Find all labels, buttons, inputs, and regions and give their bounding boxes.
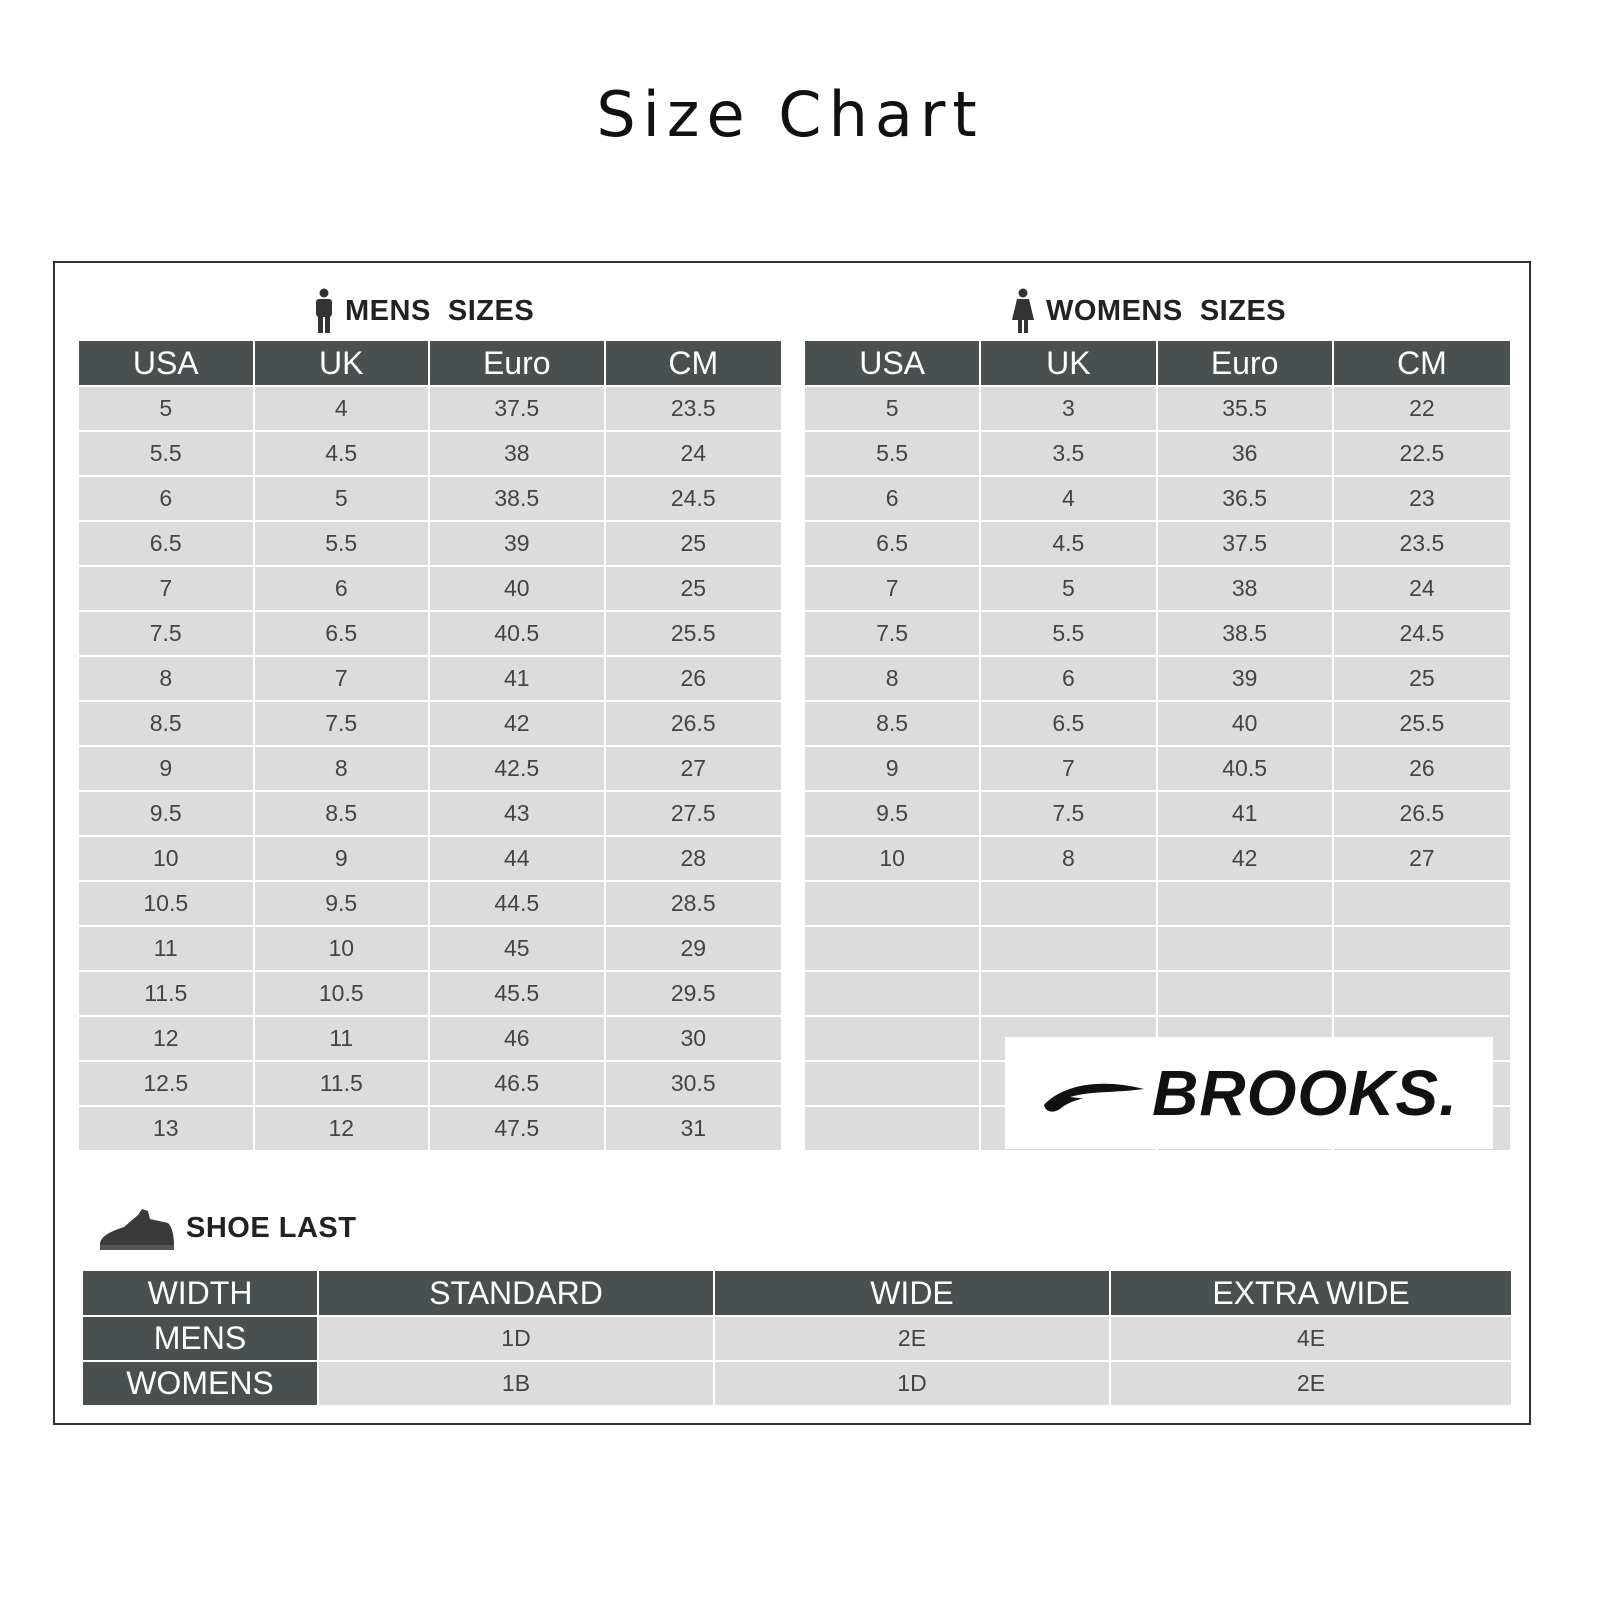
table-cell: 41 <box>1158 790 1334 835</box>
table-cell: 12 <box>79 1015 255 1060</box>
table-cell: 46.5 <box>430 1060 606 1105</box>
table-row <box>805 970 1510 1015</box>
table-cell: 35.5 <box>1158 385 1334 430</box>
table-cell: 42 <box>430 700 606 745</box>
table-cell: 36 <box>1158 430 1334 475</box>
table-cell: 13 <box>79 1105 255 1150</box>
table-cell: 1D <box>715 1360 1111 1405</box>
table-cell: 9 <box>805 745 981 790</box>
table-row <box>79 835 781 880</box>
table-cell: 5 <box>79 385 255 430</box>
table-cell: 28 <box>606 835 782 880</box>
table-cell: 25.5 <box>1334 700 1510 745</box>
table-cell: 44.5 <box>430 880 606 925</box>
womens-col-usa: USA <box>805 341 981 385</box>
table-cell: 6 <box>805 475 981 520</box>
table-cell: 10 <box>255 925 431 970</box>
table-cell: 12.5 <box>79 1060 255 1105</box>
table-cell <box>805 880 981 925</box>
table-row <box>79 790 781 835</box>
table-cell: 31 <box>606 1105 782 1150</box>
table-row <box>79 520 781 565</box>
table-row <box>79 430 781 475</box>
table-cell: 45 <box>430 925 606 970</box>
table-cell: 5.5 <box>805 430 981 475</box>
table-row <box>805 430 1510 475</box>
man-icon <box>313 288 335 334</box>
table-cell: 39 <box>1158 655 1334 700</box>
table-cell: 9.5 <box>805 790 981 835</box>
table-cell: 38 <box>430 430 606 475</box>
table-cell: 6.5 <box>255 610 431 655</box>
table-cell: 24.5 <box>1334 610 1510 655</box>
table-row <box>79 970 781 1015</box>
table-cell: 8 <box>79 655 255 700</box>
col-wide: WIDE <box>715 1271 1111 1315</box>
table-cell: 37.5 <box>1158 520 1334 565</box>
table-cell: 36.5 <box>1158 475 1334 520</box>
table-cell: 29 <box>606 925 782 970</box>
table-cell: 42.5 <box>430 745 606 790</box>
table-cell: 47.5 <box>430 1105 606 1150</box>
table-row <box>79 925 781 970</box>
table-cell <box>805 970 981 1015</box>
table-cell: 39 <box>430 520 606 565</box>
table-cell: 7.5 <box>981 790 1157 835</box>
mens-size-table <box>79 341 781 1150</box>
mens-header-row <box>79 341 781 385</box>
womens-size-table <box>805 341 1510 1150</box>
table-row <box>805 790 1510 835</box>
table-cell: 37.5 <box>430 385 606 430</box>
table-cell: 43 <box>430 790 606 835</box>
row-label-mens: MENS <box>83 1315 319 1360</box>
table-cell: 7.5 <box>255 700 431 745</box>
table-row <box>805 655 1510 700</box>
table-cell: 4.5 <box>255 430 431 475</box>
table-cell: 40.5 <box>430 610 606 655</box>
table-cell: 8.5 <box>805 700 981 745</box>
table-row <box>79 700 781 745</box>
table-cell: 41 <box>430 655 606 700</box>
table-cell: 9.5 <box>255 880 431 925</box>
table-row <box>805 745 1510 790</box>
table-cell: 11 <box>255 1015 431 1060</box>
table-cell: 24.5 <box>606 475 782 520</box>
table-cell: 6.5 <box>981 700 1157 745</box>
table-cell: 45.5 <box>430 970 606 1015</box>
womens-sizes-heading <box>1010 288 1286 334</box>
womens-col-uk: UK <box>981 341 1157 385</box>
table-cell: 6.5 <box>79 520 255 565</box>
table-cell: 3.5 <box>981 430 1157 475</box>
table-cell: 4.5 <box>981 520 1157 565</box>
table-row <box>79 655 781 700</box>
table-cell: 30 <box>606 1015 782 1060</box>
brooks-logo-text: BROOKS. <box>1152 1057 1458 1129</box>
table-row <box>79 610 781 655</box>
table-cell: 8.5 <box>79 700 255 745</box>
table-cell: 4 <box>255 385 431 430</box>
mens-sizes-label: MENS SIZES <box>345 294 535 327</box>
table-cell: 8 <box>981 835 1157 880</box>
table-cell: 11.5 <box>79 970 255 1015</box>
shoe-last-heading <box>98 1205 356 1251</box>
table-cell: 28.5 <box>606 880 782 925</box>
table-cell: 5 <box>805 385 981 430</box>
womens-sizes-label: WOMENS SIZES <box>1046 294 1287 327</box>
shoe-last-row-womens <box>83 1360 1511 1405</box>
table-cell <box>1334 970 1510 1015</box>
table-cell: 26 <box>606 655 782 700</box>
table-cell: 7 <box>981 745 1157 790</box>
mens-col-euro: Euro <box>430 341 606 385</box>
page-title: Size Chart <box>596 78 984 151</box>
table-cell: 22 <box>1334 385 1510 430</box>
table-cell: 1B <box>319 1360 715 1405</box>
table-cell <box>981 925 1157 970</box>
brooks-swoosh-icon <box>1040 1067 1152 1119</box>
row-label-womens: WOMENS <box>83 1360 319 1405</box>
table-row <box>79 475 781 520</box>
table-cell: 1D <box>319 1315 715 1360</box>
table-cell: 2E <box>715 1315 1111 1360</box>
table-row <box>805 385 1510 430</box>
table-cell: 7 <box>255 655 431 700</box>
womens-col-cm: CM <box>1334 341 1510 385</box>
table-cell: 10.5 <box>255 970 431 1015</box>
table-row <box>805 520 1510 565</box>
table-cell: 24 <box>1334 565 1510 610</box>
table-cell: 10.5 <box>79 880 255 925</box>
table-cell <box>1334 925 1510 970</box>
table-cell: 4E <box>1111 1315 1511 1360</box>
table-cell: 5.5 <box>981 610 1157 655</box>
table-cell: 24 <box>606 430 782 475</box>
table-cell: 6 <box>981 655 1157 700</box>
table-cell: 40.5 <box>1158 745 1334 790</box>
table-cell: 23.5 <box>1334 520 1510 565</box>
table-cell: 7 <box>79 565 255 610</box>
table-cell: 40 <box>430 565 606 610</box>
mens-col-cm: CM <box>606 341 782 385</box>
woman-icon <box>1010 288 1036 334</box>
table-cell: 6.5 <box>805 520 981 565</box>
table-cell: 3 <box>981 385 1157 430</box>
table-cell: 6 <box>79 475 255 520</box>
table-cell: 12 <box>255 1105 431 1150</box>
shoe-last-row-mens <box>83 1315 1511 1360</box>
table-cell: 22.5 <box>1334 430 1510 475</box>
table-cell: 26.5 <box>1334 790 1510 835</box>
table-cell: 9.5 <box>79 790 255 835</box>
col-extra-wide: EXTRA WIDE <box>1111 1271 1511 1315</box>
table-cell: 27 <box>606 745 782 790</box>
table-row <box>805 835 1510 880</box>
table-cell: 30.5 <box>606 1060 782 1105</box>
mens-col-usa: USA <box>79 341 255 385</box>
table-cell: 25 <box>606 565 782 610</box>
table-row <box>79 1105 781 1150</box>
table-cell: 7 <box>805 565 981 610</box>
table-cell: 10 <box>805 835 981 880</box>
table-cell <box>1158 925 1334 970</box>
table-cell: 5 <box>255 475 431 520</box>
table-row <box>79 880 781 925</box>
table-cell: 23 <box>1334 475 1510 520</box>
table-cell <box>805 925 981 970</box>
table-cell: 40 <box>1158 700 1334 745</box>
table-row <box>805 925 1510 970</box>
table-cell: 44 <box>430 835 606 880</box>
table-cell: 9 <box>79 745 255 790</box>
table-cell: 4 <box>981 475 1157 520</box>
table-cell: 27 <box>1334 835 1510 880</box>
table-cell: 11 <box>79 925 255 970</box>
table-cell <box>805 1105 981 1150</box>
table-row <box>79 1060 781 1105</box>
table-cell: 8 <box>255 745 431 790</box>
table-cell: 5.5 <box>255 520 431 565</box>
table-row <box>79 385 781 430</box>
table-cell: 23.5 <box>606 385 782 430</box>
shoe-icon <box>98 1205 176 1251</box>
table-cell: 8 <box>805 655 981 700</box>
table-cell <box>1334 880 1510 925</box>
womens-col-euro: Euro <box>1158 341 1334 385</box>
table-cell: 2E <box>1111 1360 1511 1405</box>
brooks-logo <box>1005 1037 1493 1149</box>
table-cell <box>805 1015 981 1060</box>
table-cell: 10 <box>79 835 255 880</box>
table-cell: 29.5 <box>606 970 782 1015</box>
table-cell: 26.5 <box>606 700 782 745</box>
table-cell <box>1158 970 1334 1015</box>
table-cell: 8.5 <box>255 790 431 835</box>
table-cell <box>981 970 1157 1015</box>
table-cell: 5 <box>981 565 1157 610</box>
table-row <box>805 475 1510 520</box>
table-cell: 38 <box>1158 565 1334 610</box>
table-cell: 6 <box>255 565 431 610</box>
col-width: WIDTH <box>83 1271 319 1315</box>
table-row <box>79 745 781 790</box>
shoe-last-header-row <box>83 1271 1511 1315</box>
table-cell <box>981 880 1157 925</box>
table-cell: 9 <box>255 835 431 880</box>
table-cell: 38.5 <box>1158 610 1334 655</box>
table-row <box>805 565 1510 610</box>
table-cell: 38.5 <box>430 475 606 520</box>
table-cell: 42 <box>1158 835 1334 880</box>
mens-sizes-heading <box>313 288 534 334</box>
table-row <box>79 565 781 610</box>
col-standard: STANDARD <box>319 1271 715 1315</box>
table-cell: 25 <box>1334 655 1510 700</box>
table-cell: 27.5 <box>606 790 782 835</box>
table-row <box>79 1015 781 1060</box>
table-cell: 5.5 <box>79 430 255 475</box>
table-cell: 26 <box>1334 745 1510 790</box>
table-cell: 25.5 <box>606 610 782 655</box>
table-cell <box>805 1060 981 1105</box>
womens-header-row <box>805 341 1510 385</box>
table-cell: 25 <box>606 520 782 565</box>
table-row <box>805 610 1510 655</box>
table-cell <box>1158 880 1334 925</box>
table-row <box>805 700 1510 745</box>
table-row <box>805 880 1510 925</box>
shoe-last-table <box>83 1271 1511 1405</box>
table-cell: 46 <box>430 1015 606 1060</box>
table-cell: 7.5 <box>805 610 981 655</box>
table-cell: 7.5 <box>79 610 255 655</box>
mens-col-uk: UK <box>255 341 431 385</box>
table-cell: 11.5 <box>255 1060 431 1105</box>
shoe-last-label: SHOE LAST <box>186 1211 357 1244</box>
